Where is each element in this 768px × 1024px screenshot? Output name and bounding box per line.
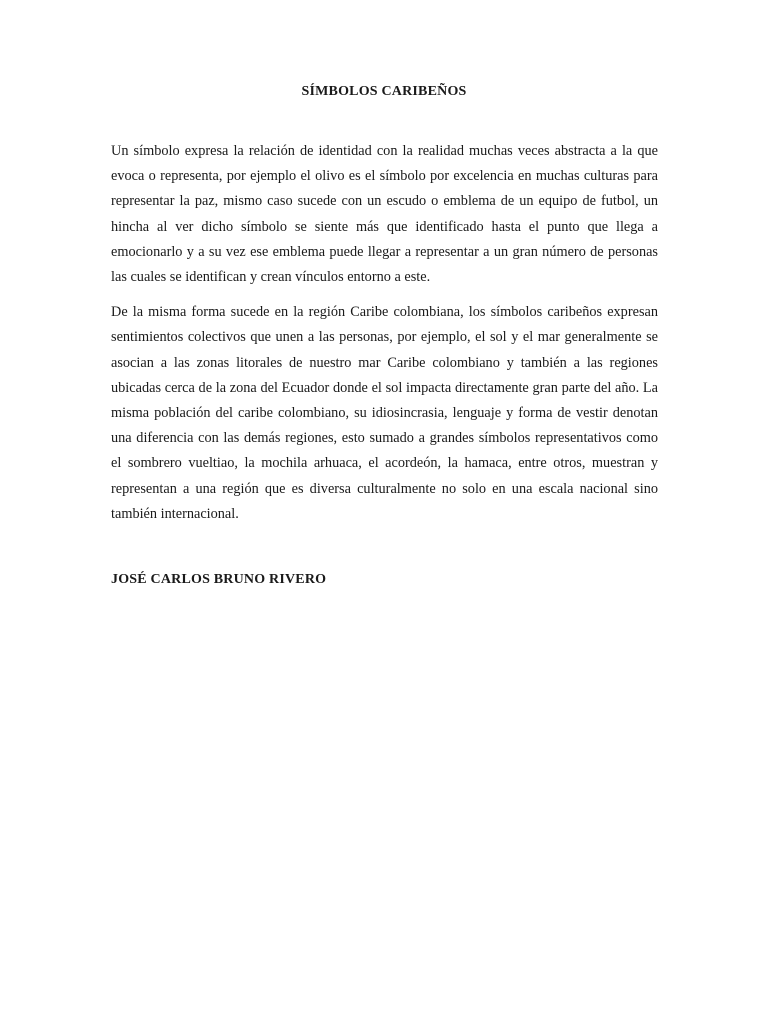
paragraph-1: Un símbolo expresa la relación de identidad con la realidad muchas veces abstracta a la que evoca o representa, por ejemplo el olivo es el símbolo por excelencia en muchas culturas para representar la paz, mismo caso sucede con un escudo o emblema de un equipo de futbol, un hincha al ver dicho símbolo se siente más que identificado hasta el punto que llega a emocionarlo y a su vez ese emblema puede llegar a representar a un gran número de personas las cuales se identifican y crean vínculos entorno a este. xyxy=(111,143,658,286)
document-title: SÍMBOLOS CARIBEÑOS xyxy=(301,84,467,99)
author-name: JOSÉ CARLOS BRUNO RIVERO xyxy=(111,572,327,587)
paragraph-2: De la misma forma sucede en la región Caribe colombiana, los símbolos caribeños expresan sentimientos colectivos que unen a las personas, por ejemplo, el sol y el mar generalmente se asocian a las zonas litorales de nuestro mar Caribe colombiano y también a las regiones ubicadas cerca de la zona del Ecuador donde el sol impacta directamente gran parte del año. La misma población del caribe colombiano, su idiosincrasia, lenguaje y forma de vestir denotan una diferencia con las demás regiones, esto sumado a grandes símbolos representativos como el sombrero vueltiao, la mochila arhuaca, el acordeón, la hamaca, entre otros, muestran y representan a una región que es diversa culturalmente no solo en una escala nacional sino también internacional. xyxy=(111,304,658,522)
document-body xyxy=(111,139,658,537)
